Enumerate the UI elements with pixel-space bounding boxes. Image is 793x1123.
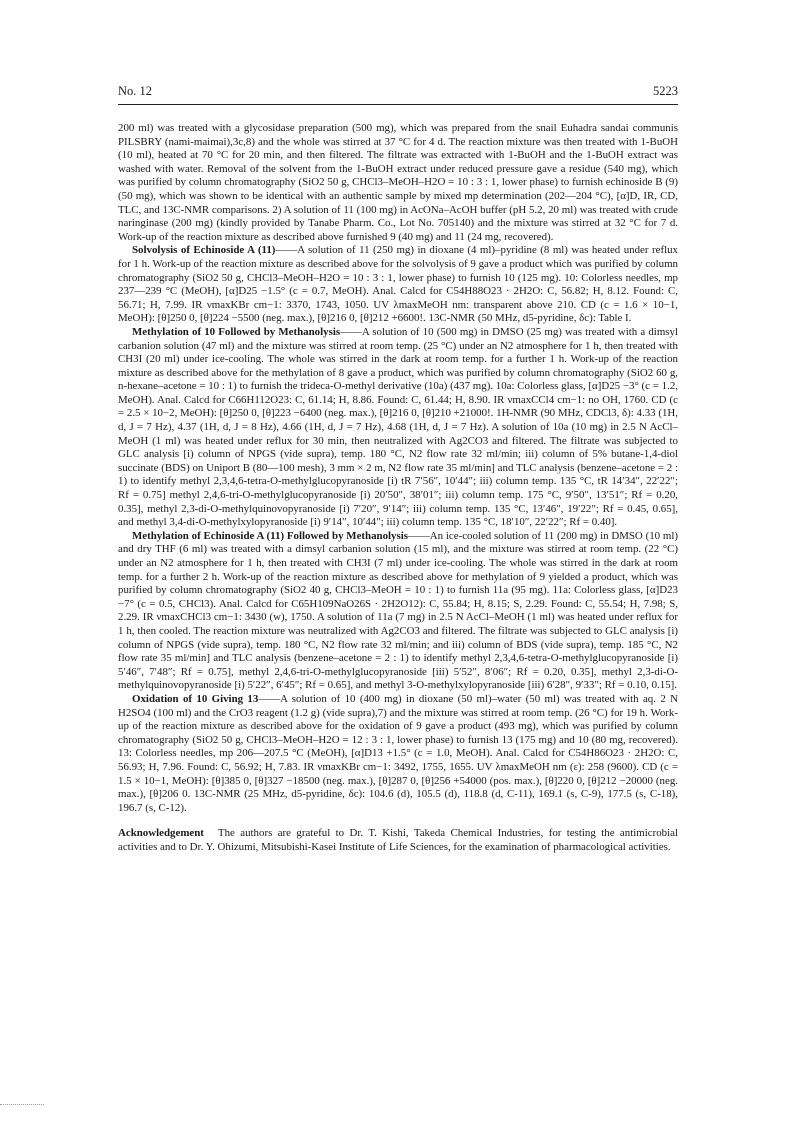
paragraph-continued (118, 122, 678, 244)
paragraph-text: ——A solution of 10 (500 mg) in DMSO (25 mg) was treated with a dimsyl carbanion solution (47 ml) and the mixture was stirred at room temp. (25 °C) under an N2 atmosphere for 1 h, then treated with CH3I (20 ml) under ice-cooling. The whole was stirred in the dark at room temp. for a further 1 h. Work-up of the reaction mixture as described above for the methylation of 8 gave a product, which was purified by column chromatography (SiO2 60 g, n-hexane–acetone = 10 : 1) to furnish the trideca-O-methyl derivative (10a) (437 mg). 10a: Colorless glass, [α]D25 −3° (c = 1.2, MeOH). Anal. Calcd for C66H112O23: C, 61.14; H, 8.86. Found: C, 61.44; H, 8.90. IR νmaxCCl4 cm−1: no OH, 1760. CD (c = 2.5 × 10−2, MeOH): [θ]250 0, [θ]223 −6400 (neg. max.), [θ]216 0, [θ]210 +21000!. 1H-NMR (90 MHz, CDCl3, δ): 4.33 (1H, d, J = 7 Hz), 4.37 (1H, d, J = 8 Hz), 4.66 (1H, d, J = 7 Hz), 4.68 (1H, d, J = 7 Hz). A solution of 10a (10 mg) in 2.5 N AcCl–MeOH (1 ml) was heated under reflux for 30 min, then neutralized with Ag2CO3 and filtered. The filtrate was subjected to GLC analysis [i) column of NPGS (vide supra), temp. 180 °C, N2 flow rate 32 ml/min; iii) column of 5% butane-1,4-diol succinate (BDS) on Uniport B (80—100 mesh), 3 mm × 2 m, N2 flow rate 35 ml/min] and TLC analysis (benzene–acetone = 2 : 1) to identify methyl 2,3,4,6-tetra-O-methylglucopyranoside [i) tR 7′56″, 10′44″; iii) column temp. 135 °C, tR 14′34″, 22′22″; Rf = 0.75] methyl 2,4,6-tri-O-methylglucopyranoside [i) 20′50″, 38′01″; iii) column temp. 175 °C, 9′50″, 13′51″; Rf = 0.20, 0.35], methyl 2,3-di-O-methylquinovopyranoside [i) 7′20″, 9′14″; iii) column temp. 135 °C, 13′46″, 19′22″; Rf = 0.45, 0.65], and methyl 3,4-di-O-methylxylopyranoside [i) 9′14″, 10′44″; iii) column temp. 135 °C, 18′10″, 22′22″; Rf = 0.40]. (118, 325, 678, 529)
paragraph-methylation-10 (118, 326, 678, 530)
paragraph-text: ——A solution of 10 (400 mg) in dioxane (50 ml)–water (50 ml) was treated with aq. 2 N H2SO4 (100 ml) and the CrO3 reagent (1.2 g) (vide supra),7) and the mixture was stirred at room temp. (26 °C) for 19 h. Work-up of the reaction mixture as described above for the oxidation of 9 gave a product (493 mg), which was purified by column chromatography (SiO2 50 g, CHCl3–MeOH–H2O = 12 : 3 : 1, lower phase) to furnish 13 (175 mg) and 10 (80 mg, recovered). 13: Colorless needles, mp 206—207.5 °C (MeOH), [α]D13 +1.5° (c = 1.0, MeOH). Anal. Calcd for C54H86O23 · 2H2O: C, 56.93; H, 7.96. Found: C, 56.92; H, 7.83. IR νmaxKBr cm−1: 3492, 1755, 1655. UV λmaxMeOH nm (ε): 258 (9600). CD (c = 1.5 × 10−1, MeOH): [θ]385 0, [θ]327 −18500 (neg. max.), [θ]287 0, [θ]256 +54000 (pos. max.), [θ]220 0, [θ]212 −20000 (neg. max.), [θ]206 0. 13C-NMR (25 MHz, d5-pyridine, δc): 104.6 (d), 105.5 (d), 118.8 (d, C-11), 169.1 (s, C-9), 177.5 (s, C-18), 196.7 (s, C-12). (118, 692, 678, 814)
page-number: 5223 (653, 84, 678, 98)
running-header (118, 84, 678, 99)
paragraph-methylation-11 (118, 530, 678, 693)
section-heading: Oxidation of 10 Giving 13 (132, 692, 259, 705)
section-heading: Solvolysis of Echinoside A (11) (132, 244, 276, 257)
acknowledgement (118, 827, 678, 854)
acknowledgement-heading: Acknowledgement (118, 827, 204, 840)
paragraph-oxidation (118, 693, 678, 815)
scan-mark (0, 1104, 44, 1105)
header-rule (118, 104, 678, 105)
issue-number: No. 12 (118, 84, 153, 98)
section-heading: Methylation of Echinoside A (11) Followed by Methanolysis (132, 529, 409, 542)
paragraph-text: ——An ice-cooled solution of 11 (200 mg) in DMSO (10 ml) and dry THF (6 ml) was treated with a dimsyl carbanion solution (15 ml), and the mixture was stirred at room temp. (22 °C) under an N2 atmosphere for 1 h, then treated with CH3I (7 ml) under ice-cooling. The whole was stirred in the dark at room temp. for a further 2 h. Work-up of the reaction mixture as described above for methylation of 9 yielded a product, which was purified by column chromatography (SiO2 40 g, CHCl3–MeOH = 10 : 1) to furnish 11a (95 mg). 11a: Colorless glass, [α]D23 −7° (c = 0.5, CHCl3). Anal. Calcd for C65H109NaO26S · 2H2O12): C, 55.84; H, 8.15; S, 2.29. Found: C, 55.54; H, 7.98; S, 2.29. IR νmaxCHCl3 cm−1: 3430 (w), 1750. A solution of 11a (7 mg) in 2.5 N AcCl–MeOH (1 ml) was heated under reflux for 1 h, then cooled. The reaction mixture was neutralized with Ag2CO3 and filtered. The filtrate was subjected to GLC analysis [i) column of NPGS (vide supra), temp. 180 °C, N2 flow rate 32 ml/min; and iii) column of BDS (vide supra), temp. 185 °C, N2 flow rate 35 ml/min] and TLC analysis (benzene–acetone = 2 : 1) to identify methyl 2,3,4,6-tetra-O-methylglucopyranoside [i) 5′46″, 7′48″; Rf = 0.75], methyl 2,4,6-tri-O-methylglucopyranoside [iii) 5′52″, 8′06″; Rf = 0.20, 0.35], methyl 2,3-di-O-methylquinovopyranoside [i) 5′22″, 6′45″; Rf = 0.65], and methyl 3-O-methylxylopyranoside [iii) 6′28″, 9′33″; Rf = 0.10, 0.15]. (118, 529, 678, 692)
paragraph-text: ——A solution of 11 (250 mg) in dioxane (4 ml)–pyridine (8 ml) was heated under reflux for 1 h. Work-up of the reaction mixture as described above for the solvolysis of 9 gave a product which was purified by column chromatography (SiO2 50 g, CHCl3–MeOH–H2O = 10 : 3 : 1, lower phase) to furnish 10 (125 mg). 10: Colorless needles, mp 237—239 °C (MeOH), [α]D25 −1.5° (c = 0.7, MeOH). Anal. Calcd for C54H88O23 · 2H2O: C, 56.82; H, 8.12. Found: C, 56.71; H, 7.99. IR νmaxKBr cm−1: 3370, 1743, 1050. UV λmaxMeOH nm: transparent above 210. CD (c = 1.6 × 10−1, MeOH): [θ]250 0, [θ]224 −5500 (neg. max.), [θ]216 0, [θ]212 +6600!. 13C-NMR (50 MHz, d5-pyridine, δc): Table I. (118, 244, 678, 325)
section-heading: Methylation of 10 Followed by Methanolysis (132, 325, 341, 338)
article-body (118, 122, 678, 854)
paragraph-text: 200 ml) was treated with a glycosidase preparation (500 mg), which was prepared from the snail Euhadra sandai communis PILSBRY (nami-maimai),3c,8) and the whole was stirred at 37 °C for 4 d. The reaction mixture was then treated with 1-BuOH (10 ml), heated at 70 °C for 20 min, and then filtered. The filtrate was extracted with 1-BuOH and the 1-BuOH extract was washed with water. Removal of the solvent from the 1-BuOH extract under reduced pressure gave a residue (540 mg), which was purified by column chromatography (SiO2 50 g, CHCl3–MeOH–H2O = 10 : 3 : 1, lower phase) to furnish echinoside B (9) (50 mg), which was shown to be identical with an authentic sample by mixed mp determination (202—204 °C), [α]D, IR, CD, TLC, and 13C-NMR comparisons. 2) A solution of 11 (100 mg) in AcONa–AcOH buffer (pH 5.2, 20 ml) was treated with crude naringinase (200 mg) (kindly provided by Tanabe Pharm. Co., Lot No. 705140) and the mixture was stirred at 32 °C for 7 d. Work-up of the reaction mixture as described above furnished 9 (40 mg) and 11 (24 mg, recovered). (118, 122, 678, 243)
acknowledgement-text: The authors are grateful to Dr. T. Kishi, Takeda Chemical Industries, for testing the antimicrobial activities and to Dr. Y. Ohizumi, Mitsubishi-Kasei Institute of Life Sciences, for the examination of pharmacological activities. (118, 827, 678, 853)
paragraph-solvolysis (118, 244, 678, 326)
